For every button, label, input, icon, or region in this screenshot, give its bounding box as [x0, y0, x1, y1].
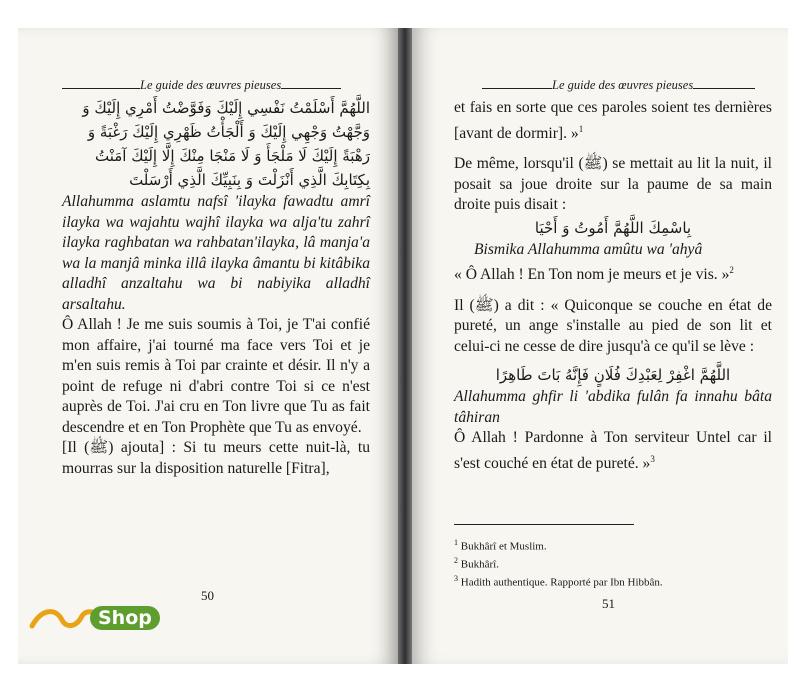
- right-content: [454, 98, 772, 475]
- footnote-ref: 2: [729, 265, 734, 276]
- left-page: [18, 28, 398, 664]
- left-content: [62, 96, 370, 479]
- transliteration: Allahumma aslamtu nafsî 'ilayka fawadtu amrî ilayka wa wajahtu wajhî ilayka wa alja'tu zahrî ilayka raghbatan wa rahbatan'ilayka, lâ manja'a wa la manjâ minka illâ ilayka âmantu bi kitâbika alladhî anzaltahu wa bi nabiyika alladhî arsaltahu.: [62, 193, 370, 313]
- left-header-text: Le guide des œuvres pieuses: [140, 78, 282, 92]
- arabic-line: بِاسْمِكَ اللَّهُمَّ أَمُوتُ وَ أَحْيَا: [534, 218, 692, 237]
- right-running-header: [482, 78, 755, 93]
- open-book: [18, 28, 788, 664]
- transliteration: Bismika Allahumma amûtu wa 'ahyâ: [474, 240, 703, 258]
- arabic-line: بِكِتَابِكَ الَّذِي أَنْزَلْتَ وَ بِنَبِيِّكَ الَّذِي أَرْسَلْتَ: [129, 171, 370, 189]
- transliteration: Allahumma ghfir li 'abdika fulân fa innahu bâta tâhiran: [454, 388, 772, 426]
- paragraph: Il (ﷺ) a dit : « Quiconque se couche en état de pureté, un ange s'installe au pied de son lit et celui-ci ne cesse de dire jusqu'à ce qu'il se lève :: [454, 296, 772, 355]
- footnotes: [454, 536, 774, 590]
- translation: « Ô Allah ! En Ton nom je meurs et je vis. »$^2$: [454, 265, 734, 284]
- continuation-text: [Il (ﷺ) ajouta] : Si tu meurs cette nuit-là, tu mourras sur la disposition naturelle [Fitra],: [62, 439, 370, 477]
- arabic-line: اللَّهُمَّ اغْفِرْ لِعَبْدِكَ فُلَانٍ فَإِنَّهُ بَاتَ طَاهِرًا: [495, 366, 731, 385]
- footnote-rule: [454, 524, 634, 525]
- left-running-header: [62, 78, 341, 93]
- arabic-line: وَجَّهْتُ وَجْهِي إِلَيْكَ وَ أَلْجَأْتُ ظَهْرِي إِلَيْكَ رَغْبَةً وَ: [87, 123, 370, 141]
- paragraph: De même, lorsqu'il (ﷺ) se mettait au lit la nuit, il posait sa joue droite sur la paume de sa main droite puis disait :: [454, 155, 772, 214]
- footnote-ref: 1: [578, 123, 584, 134]
- arabic-line: رَهْبَةً إِلَيْكَ لَا مَلْجَأَ وَ لَا مَنْجَا مِنْكَ إِلَّا إِلَيْكَ آمَنْتُ: [94, 147, 370, 165]
- translation: Ô Allah ! Pardonne à Ton serviteur Untel car il s'est couché en état de pureté. »$^3$: [454, 429, 772, 473]
- shop-logo-text: Shop: [90, 606, 160, 630]
- translation: Ô Allah ! Je me suis soumis à Toi, je T'ai confié mon affaire, j'ai tourné ma face vers Toi et je m'en suis remis à Toi par crainte et désir. Il n'y a point de refuge ni d'abri contre Toi si ce n'est auprès de Toi. J'ai cru en Ton livre que Tu as fait descendre et en Ton Prophète que Tu as envoyé.: [62, 316, 370, 436]
- right-page: [412, 28, 788, 664]
- footnote-item: $^3$ Hadith authentique. Rapporté par Ibn Hibbân.: [454, 574, 663, 589]
- paragraph: et fais en sorte que ces paroles soient tes dernières [avant de dormir]. »$^1$: [454, 99, 772, 142]
- right-header-text: Le guide des œuvres pieuses: [552, 78, 694, 92]
- arabic-line: اللَّهُمَّ أَسْلَمْتُ نَفْسِي إِلَيْكَ وَفَوَّضْتُ أَمْرِي إِلَيْكَ وَ: [82, 99, 370, 117]
- page-number-left: 50: [201, 588, 214, 603]
- book-spine: [398, 28, 412, 664]
- footnote-item: $^2$ Bukhârî.: [454, 556, 499, 571]
- footnote-ref: 3: [650, 453, 655, 464]
- page-number-right: 51: [602, 596, 615, 611]
- footnote-item: $^1$ Bukhârî et Muslim.: [454, 538, 547, 553]
